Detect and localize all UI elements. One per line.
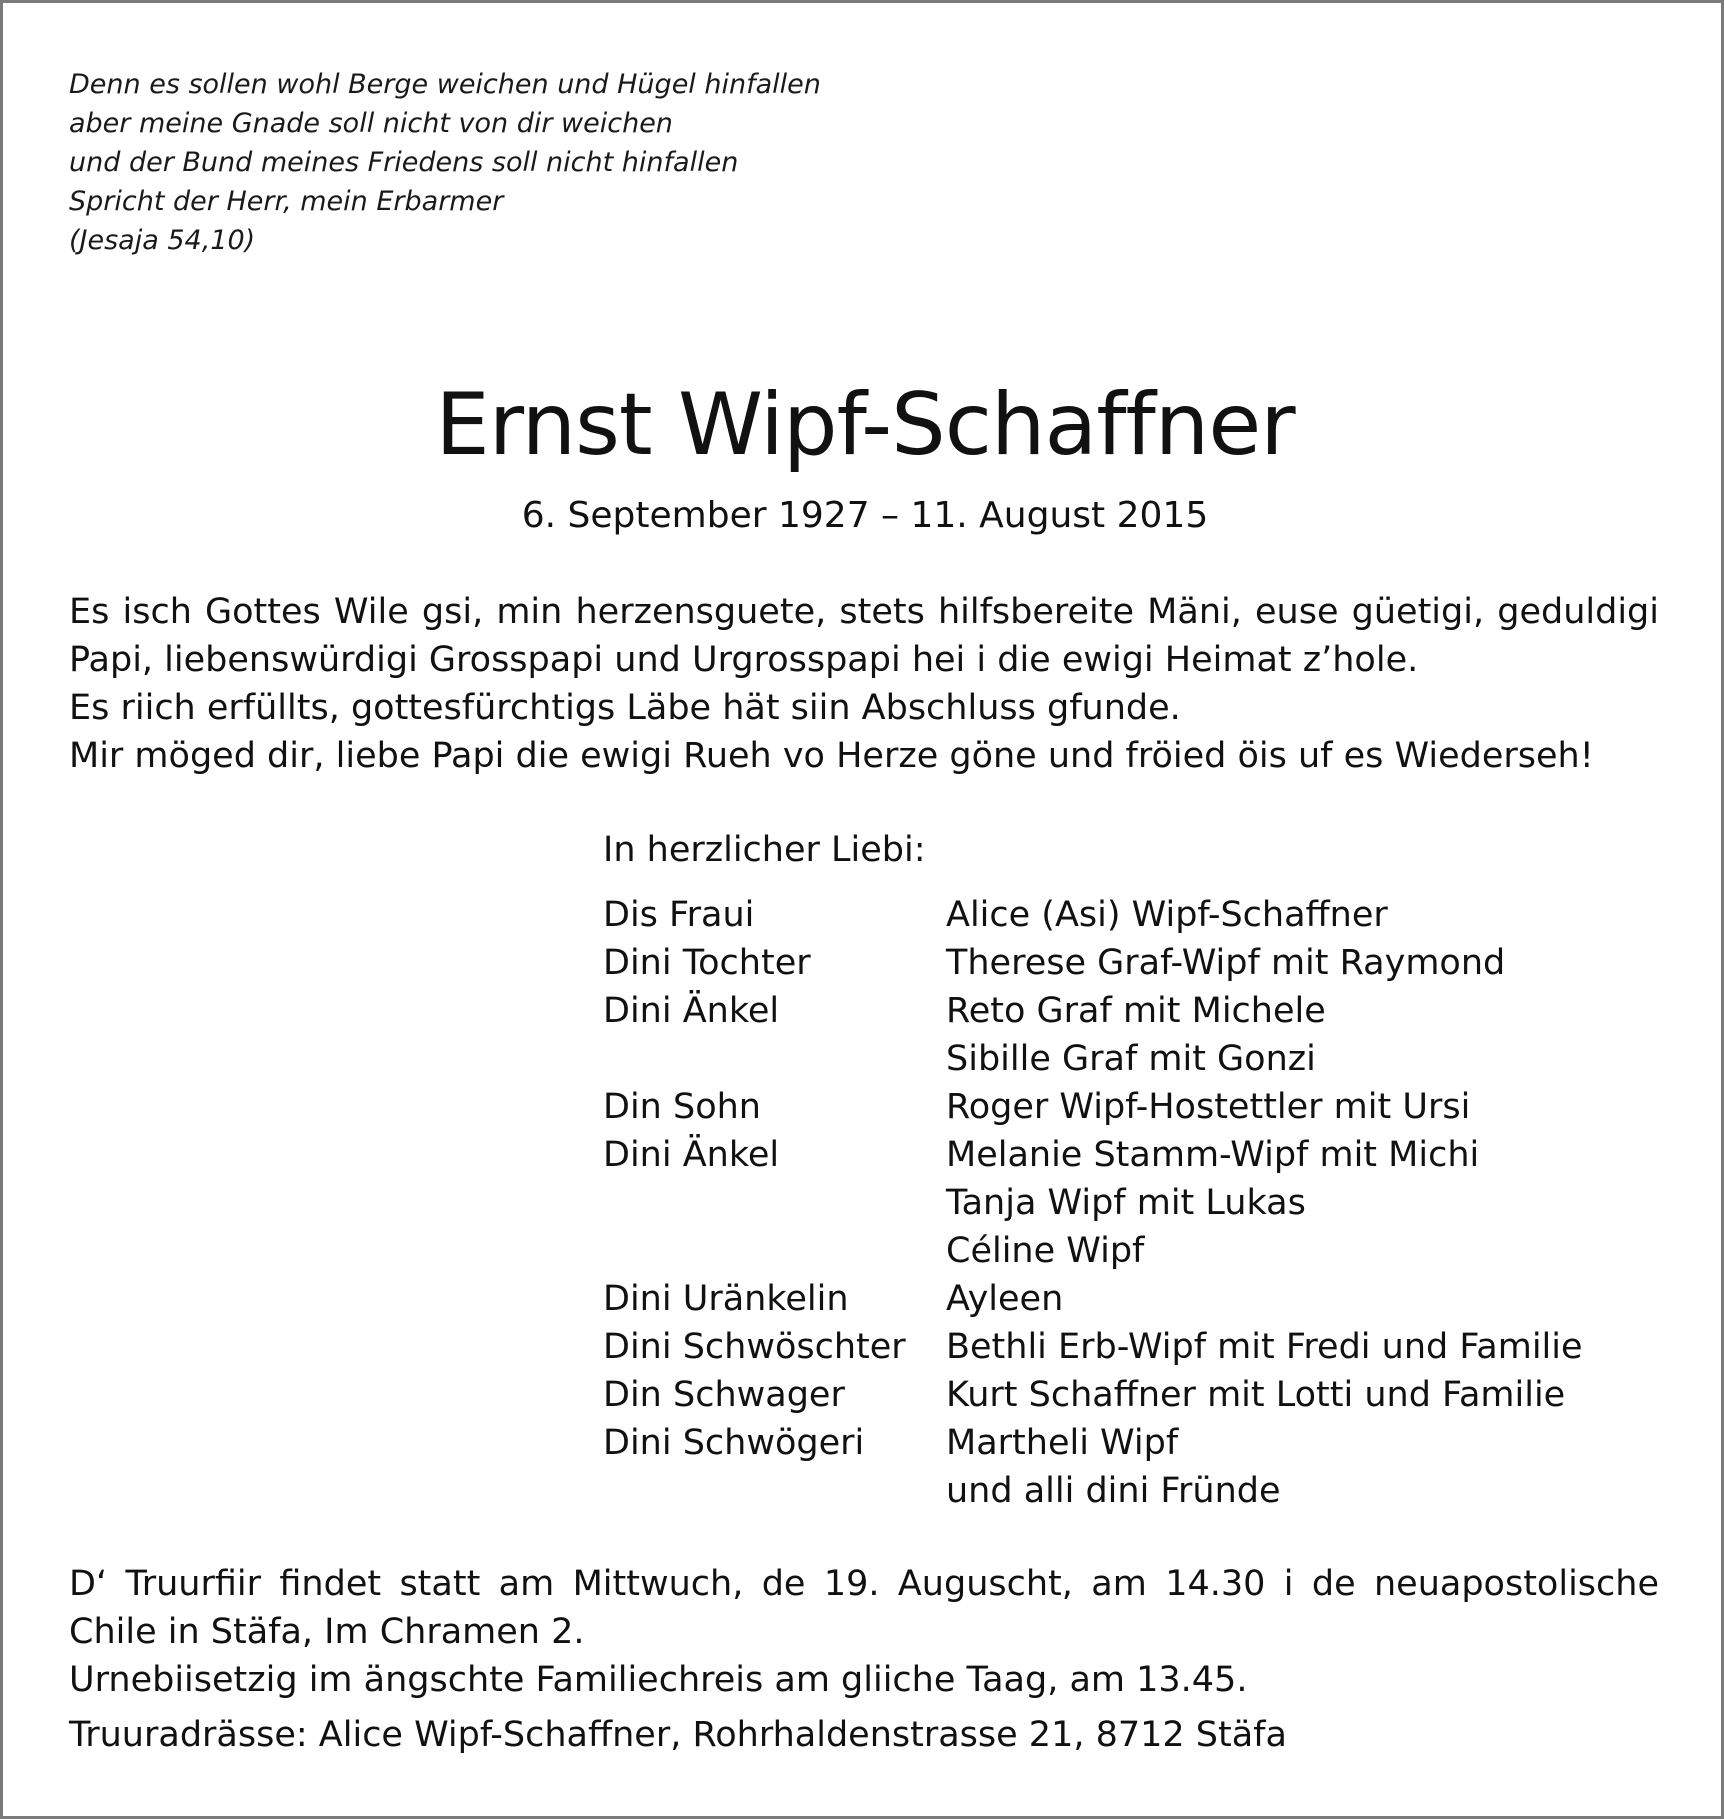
mourner-relation: Dini Schwögeri <box>603 1423 865 1463</box>
mourner-row <box>603 1371 1583 1419</box>
service-line: D‘ Truurfiir findet statt am Mittwuch, de 19. Auguscht, am 14.30 i de neuapostolische <box>69 1564 1659 1604</box>
mourner-row <box>603 1419 1583 1467</box>
mourner-name: Tanja Wipf mit Lukas <box>946 1183 1306 1223</box>
mourner-relation: Dis Fraui <box>603 895 755 935</box>
mourner-relation: Dini Uränkelin <box>603 1279 849 1319</box>
service-details <box>69 1560 1659 1759</box>
mourner-relation <box>603 1035 946 1083</box>
farewell-message <box>69 588 1659 780</box>
message-line: Es isch Gottes Wile gsi, min herzensguete, stets hilfsbereite Mäni, euse güetigi, geduldigi <box>69 592 1659 632</box>
bible-verse <box>69 65 821 260</box>
mourner-row <box>603 1131 1583 1179</box>
verse-line: aber meine Gnade soll nicht von dir weichen <box>69 108 673 139</box>
deceased-name: Ernst Wipf-Schaffner <box>435 375 1295 475</box>
mourner-row <box>603 1323 1583 1371</box>
service-line: Urnebiisetzig im ängschte Familiechreis am gliiche Taag, am 13.45. <box>69 1660 1248 1700</box>
mourner-row <box>603 939 1583 987</box>
mourner-relation <box>603 1467 946 1515</box>
mourner-name: Ayleen <box>946 1279 1064 1319</box>
mourner-row <box>603 1275 1583 1323</box>
mourner-relation: Din Sohn <box>603 1087 761 1127</box>
service-line: Chile in Stäfa, Im Chramen 2. <box>69 1612 585 1652</box>
mourner-relation <box>603 1179 946 1227</box>
mourner-name: Alice (Asi) Wipf-Schaffner <box>946 895 1388 935</box>
verse-reference: (Jesaja 54,10) <box>69 225 256 256</box>
mourner-row <box>603 1083 1583 1131</box>
message-line: Mir möged dir, liebe Papi die ewigi Rueh vo Herze göne und fröied öis uf es Wiederseh! <box>69 736 1594 776</box>
mourner-name: und alli dini Fründe <box>946 1471 1281 1511</box>
mourner-name: Roger Wipf-Hostettler mit Ursi <box>946 1087 1471 1127</box>
message-line: Es riich erfüllts, gottesfürchtigs Läbe hät siin Abschluss gfunde. <box>69 688 1181 728</box>
mourner-row <box>603 1035 1583 1083</box>
mourner-name: Reto Graf mit Michele <box>946 991 1326 1031</box>
life-dates: 6. September 1927 – 11. August 2015 <box>521 495 1209 536</box>
mourner-row <box>603 987 1583 1035</box>
mourner-relation: Dini Änkel <box>603 1135 780 1175</box>
verse-line: und der Bund meines Friedens soll nicht hinfallen <box>69 147 739 178</box>
mourning-address: Truuradrässe: Alice Wipf-Schaffner, Rohrhaldenstrasse 21, 8712 Stäfa <box>69 1715 1287 1755</box>
mourner-name: Bethli Erb-Wipf mit Fredi und Familie <box>946 1327 1583 1367</box>
message-line: Papi, liebenswürdigi Grosspapi und Urgrosspapi hei i die ewigi Heimat z’hole. <box>69 640 1419 680</box>
mourners-heading: In herzlicher Liebi: <box>603 830 926 870</box>
mourner-row <box>603 1227 1583 1275</box>
verse-line: Denn es sollen wohl Berge weichen und Hügel hinfallen <box>69 69 821 100</box>
mourner-relation: Dini Schwöschter <box>603 1327 906 1367</box>
mourner-row <box>603 891 1583 939</box>
mourner-name: Melanie Stamm-Wipf mit Michi <box>946 1135 1480 1175</box>
mourners-list <box>603 826 1583 1515</box>
mourner-row <box>603 1179 1583 1227</box>
mourner-relation: Dini Änkel <box>603 991 780 1031</box>
mourner-name: Sibille Graf mit Gonzi <box>946 1039 1316 1079</box>
verse-line: Spricht der Herr, mein Erbarmer <box>69 186 504 217</box>
mourner-relation <box>603 1227 946 1275</box>
mourner-name: Martheli Wipf <box>946 1423 1179 1463</box>
mourner-name: Kurt Schaffner mit Lotti und Familie <box>946 1375 1566 1415</box>
mourner-relation: Din Schwager <box>603 1375 845 1415</box>
mourner-name: Céline Wipf <box>946 1231 1145 1271</box>
mourner-name: Therese Graf-Wipf mit Raymond <box>946 943 1506 983</box>
mourner-row <box>603 1467 1583 1515</box>
mourner-relation: Dini Tochter <box>603 943 811 983</box>
